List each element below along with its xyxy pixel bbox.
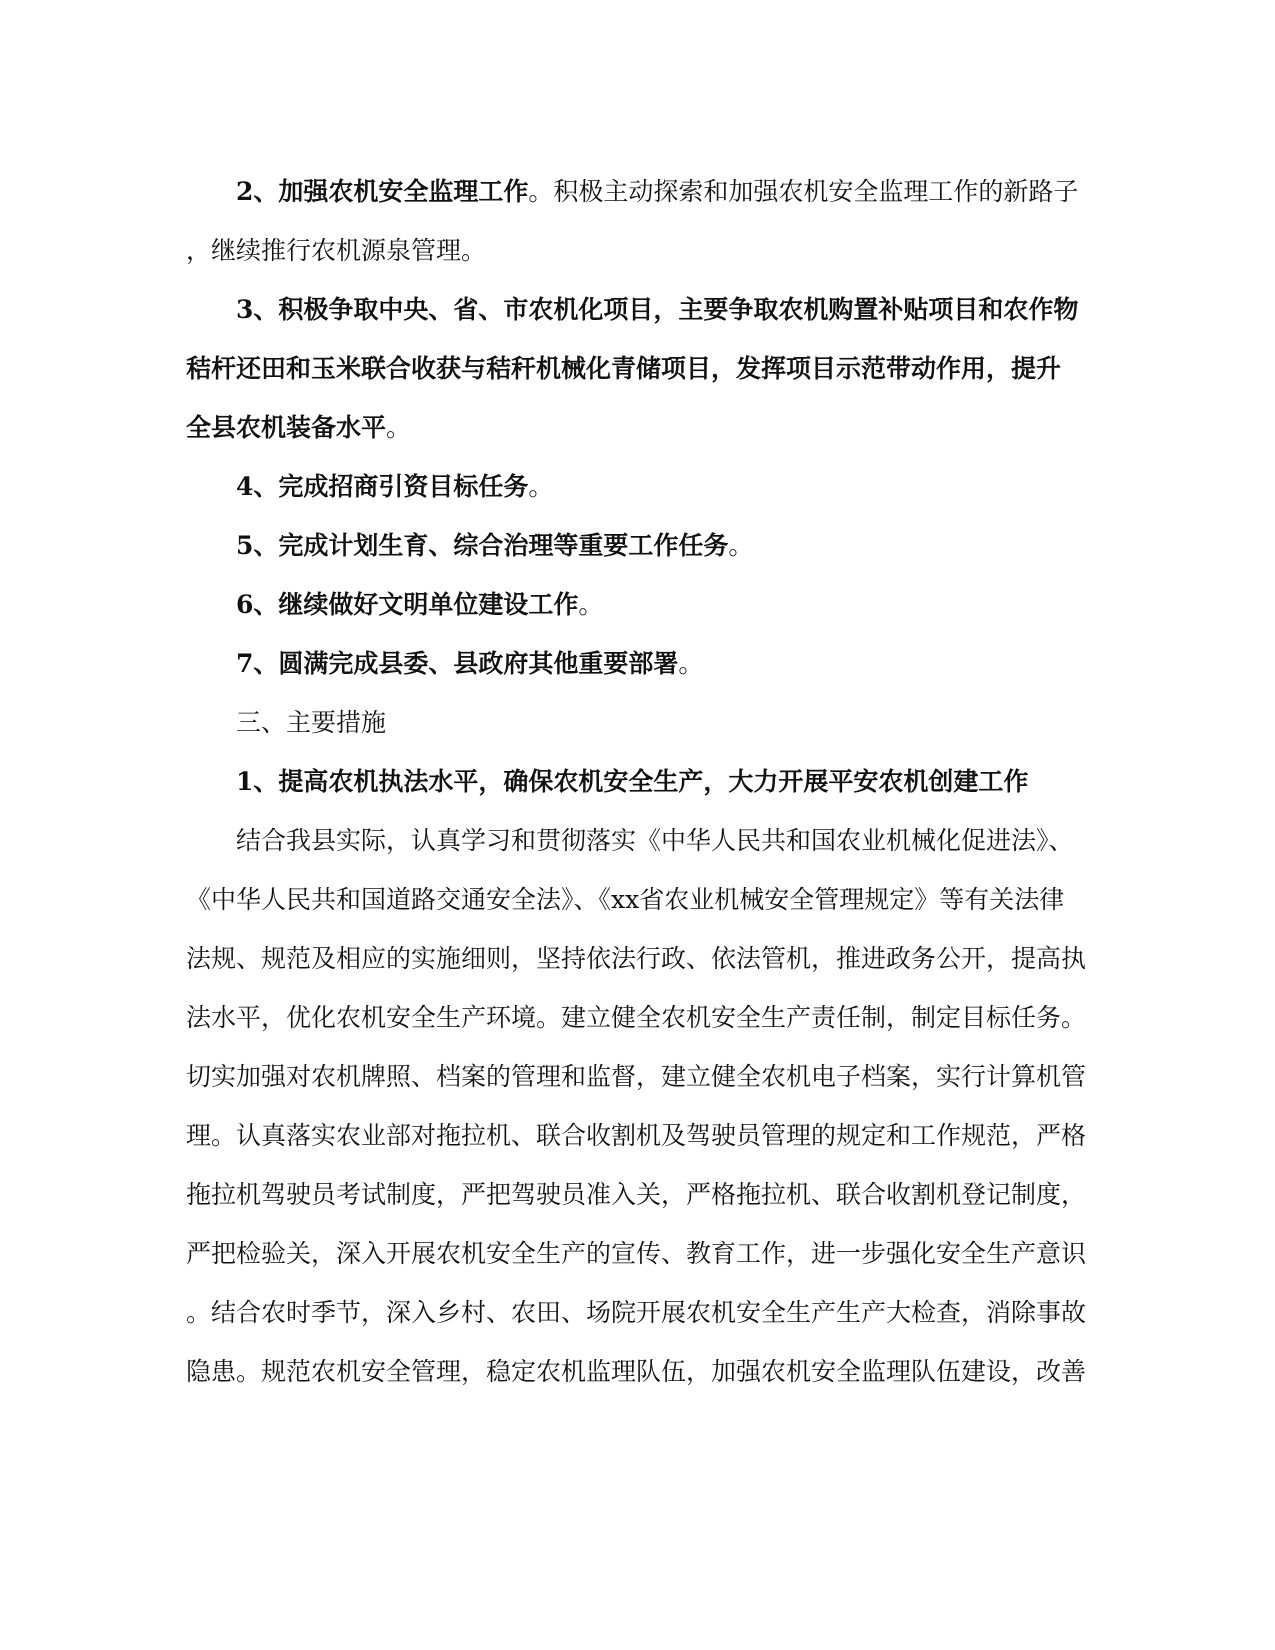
item-4: [186, 457, 1090, 516]
paragraph-line-6: 理。认真落实农业部对拖拉机、联合收割机及驾驶员管理的规定和工作规范，严格: [186, 1121, 1087, 1150]
item-6: [186, 575, 1090, 634]
measure-1-heading: 1、提高农机执法水平，确保农机安全生产，大力开展平安农机创建工作: [236, 767, 1029, 796]
item-3-line-3: [186, 398, 1090, 457]
paragraph-line-3: 法规、规范及相应的实施细则，坚持依法行政、依法管机，推进政务公开，提高执: [186, 944, 1087, 973]
item-2-line-2: ，继续推行农机源泉管理。: [186, 236, 487, 265]
item-6-end: 。: [578, 590, 604, 619]
paragraph-line-10: 隐患。规范农机安全管理，稳定农机监理队伍，加强农机安全监理队伍建设，改善: [186, 1357, 1087, 1386]
item-5-end: 。: [728, 531, 754, 560]
item-2-text: 。积极主动探索和加强农机安全监理工作的新路子: [528, 177, 1079, 206]
item-4-end: 。: [528, 472, 554, 501]
document-page: [186, 162, 1090, 1401]
item-3-line-3-end: 。: [386, 413, 412, 442]
item-3-line-3-bold: 全县农机装备水平: [186, 413, 387, 442]
item-4-text: 4、完成招商引资目标任务: [236, 472, 529, 501]
item-2-line-1: [186, 162, 1090, 221]
paragraph-line-9: 。结合农时季节，深入乡村、农田、场院开展农机安全生产生产大检查，消除事故: [186, 1298, 1087, 1327]
item-2-title: 2、加强农机安全监理工作: [236, 177, 529, 206]
item-5: [186, 516, 1090, 575]
item-3-line-1: 3、积极争取中央、省、市农机化项目，主要争取农机购置补贴项目和农作物: [236, 295, 1079, 324]
item-7-end: 。: [678, 649, 704, 678]
item-7-text: 7、圆满完成县委、县政府其他重要部署: [236, 649, 679, 678]
item-7: [186, 634, 1090, 693]
paragraph-line-7: 拖拉机驾驶员考试制度，严把驾驶员准入关，严格拖拉机、联合收割机登记制度，: [186, 1180, 1087, 1209]
paragraph-line-1: 结合我县实际，认真学习和贯彻落实《中华人民共和国农业机械化促进法》、: [236, 826, 1074, 855]
paragraph-line-8: 严把检验关，深入开展农机安全生产的宣传、教育工作，进一步强化安全生产意识: [186, 1239, 1087, 1268]
paragraph-line-4: 法水平，优化农机安全生产环境。建立健全农机安全生产责任制，制定目标任务。: [186, 1003, 1087, 1032]
section-3-heading: 三、主要措施: [236, 708, 387, 737]
paragraph-line-2: 《中华人民共和国道路交通安全法》、《xx省农业机械安全管理规定》等有关法律: [186, 885, 1065, 914]
paragraph-line-5: 切实加强对农机牌照、档案的管理和监督，建立健全农机电子档案，实行计算机管: [186, 1062, 1087, 1091]
item-3-line-2: 秸杆还田和玉米联合收获与秸秆机械化青储项目，发挥项目示范带动作用，提升: [186, 354, 1062, 383]
item-6-text: 6、继续做好文明单位建设工作: [236, 590, 579, 619]
item-5-text: 5、完成计划生育、综合治理等重要工作任务: [236, 531, 729, 560]
